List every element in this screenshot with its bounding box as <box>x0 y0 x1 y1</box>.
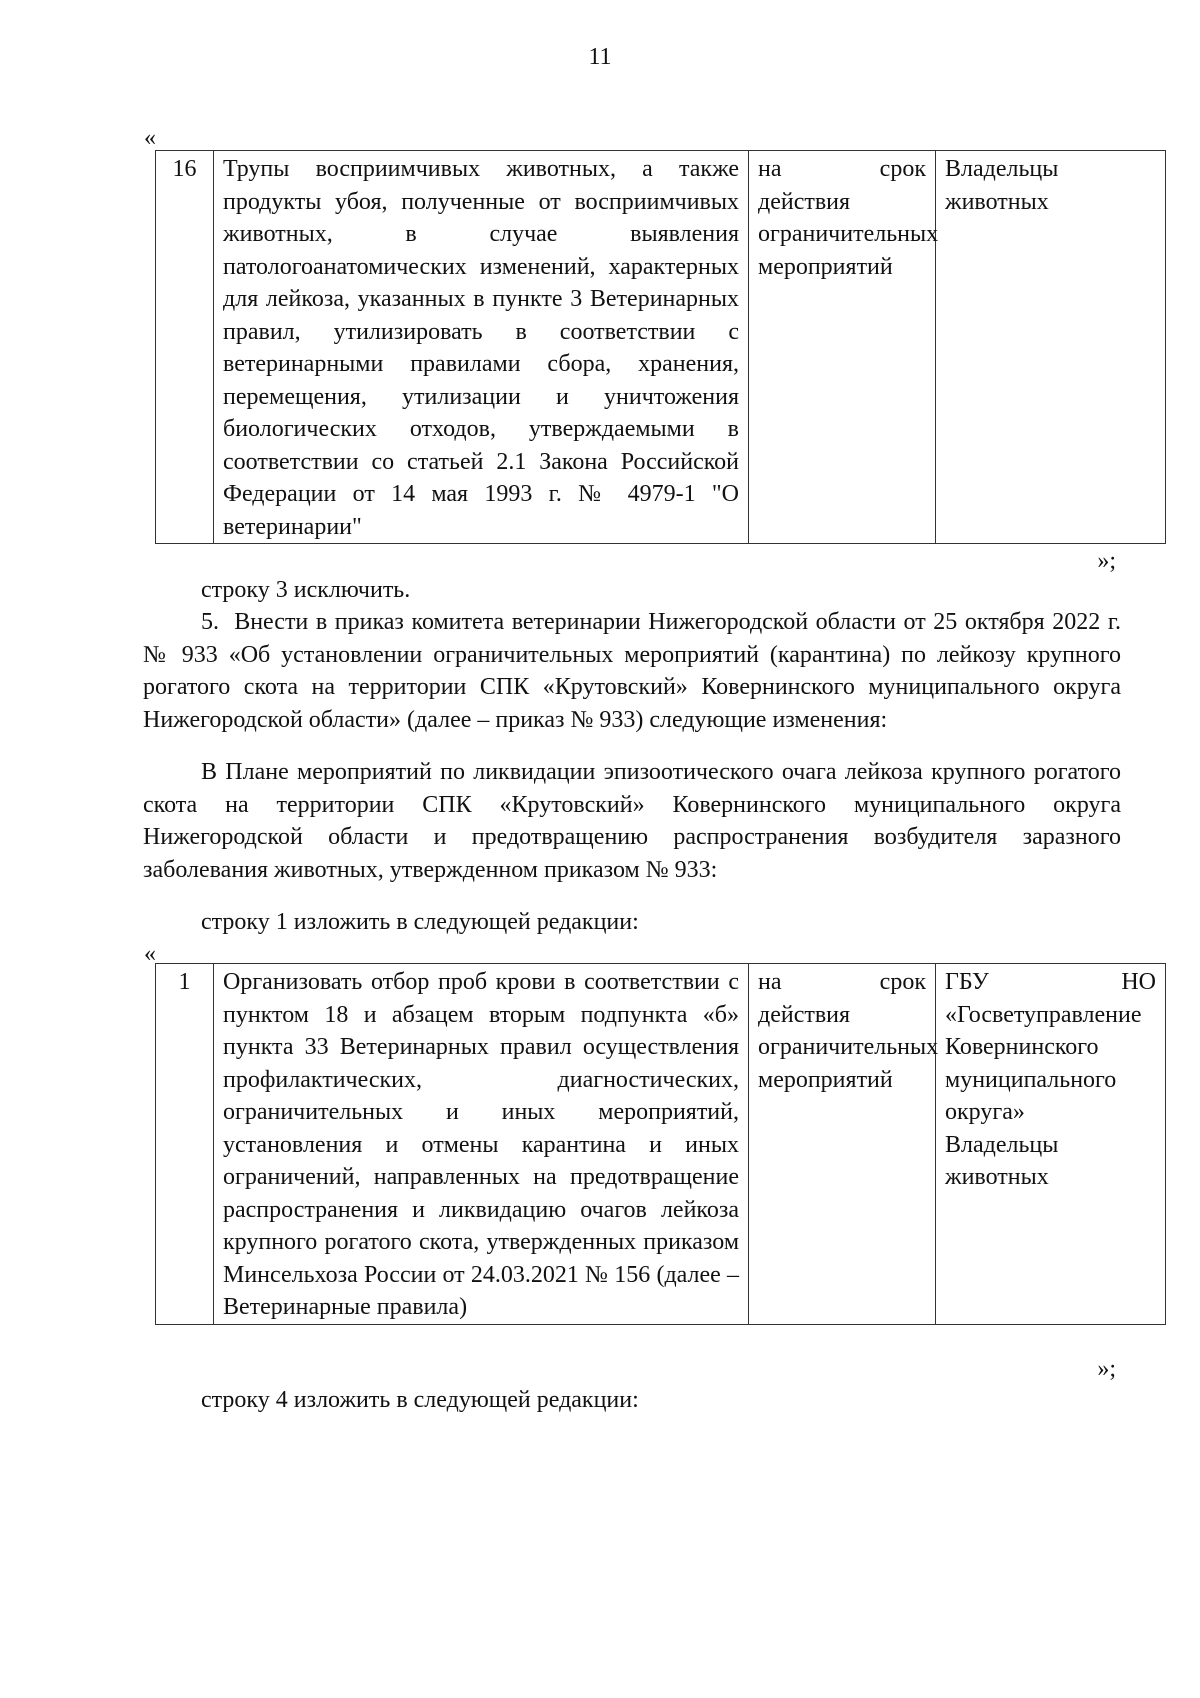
measure-term: на срок действия ограничительных мероприятий <box>749 151 936 544</box>
measure-description: Трупы восприимчивых животных, а также продукты убоя, полученные от восприимчивых животных, в случае выявления патологоанатомических изменений, характерных для лейкоза, указанных в пункте 3 Ветеринарных правил, утилизировать в соответствии с ветеринарными правилами сбора, хранения, перемещения, утилизации и уничтожения биологических отходов, утверждаемыми в соответствии со статьей 2.1 Закона Российской Федерации от 14 мая 1993 г. № 4979-1 "О ветеринарии" <box>214 151 749 544</box>
row-4-instruction: строку 4 изложить в следующей редакции: <box>201 1387 639 1413</box>
opening-quote: « <box>144 125 156 151</box>
responsible-owners: Владельцы животных <box>945 1131 1059 1190</box>
row-number: 1 <box>156 964 214 1325</box>
plan-table-row-16 <box>155 150 1166 544</box>
closing-quote: »; <box>1097 1356 1116 1382</box>
row-number: 16 <box>156 151 214 544</box>
opening-quote: « <box>144 941 156 967</box>
table-row <box>156 964 1166 1325</box>
table-row <box>156 151 1166 544</box>
row-1-instruction: строку 1 изложить в следующей редакции: <box>201 909 639 935</box>
measure-description: Организовать отбор проб крови в соответствии с пунктом 18 и абзацем вторым подпункта «б» пункта 33 Ветеринарных правил осуществления профилактических, диагностических, ограничительных и иных мероприятий, установления и отмены карантина и иных ограничений, направленных на предотвращение распространения и ликвидацию очагов лейкоза крупного рогатого скота, утвержденных приказом Минсельхоза России от 24.03.2021 № 156 (далее – Ветеринарные правила) <box>214 964 749 1325</box>
responsible-organization: ГБУ НО «Госветуправление Ковернинского муниципального округа» <box>945 969 1156 1125</box>
closing-quote: »; <box>1097 548 1116 574</box>
responsible-party: Владельцы животных <box>936 151 1166 544</box>
row-3-instruction: строку 3 исключить. <box>201 577 411 603</box>
measure-term: на срок действия ограничительных мероприятий <box>749 964 936 1325</box>
page-number: 11 <box>588 44 612 70</box>
responsible-party <box>936 964 1166 1325</box>
paragraph-5: 5. Внести в приказ комитета ветеринарии Нижегородской области от 25 октября 2022 г. № 933 «Об установлении ограничительных мероприятий (карантина) по лейкозу крупного рогатого скота на территории СПК «Крутовский» Ковернинского муниципального округа Нижегородской области» (далее – приказ № 933) следующие изменения: <box>143 609 1121 733</box>
plan-paragraph: В Плане мероприятий по ликвидации эпизоотического очага лейкоза крупного рогатого скота на территории СПК «Крутовский» Ковернинского муниципального округа Нижегородской области и предотвращению распространения возбудителя заразного заболевания животных, утвержденном приказом № 933: <box>143 759 1121 883</box>
plan-table-row-1 <box>155 963 1166 1325</box>
